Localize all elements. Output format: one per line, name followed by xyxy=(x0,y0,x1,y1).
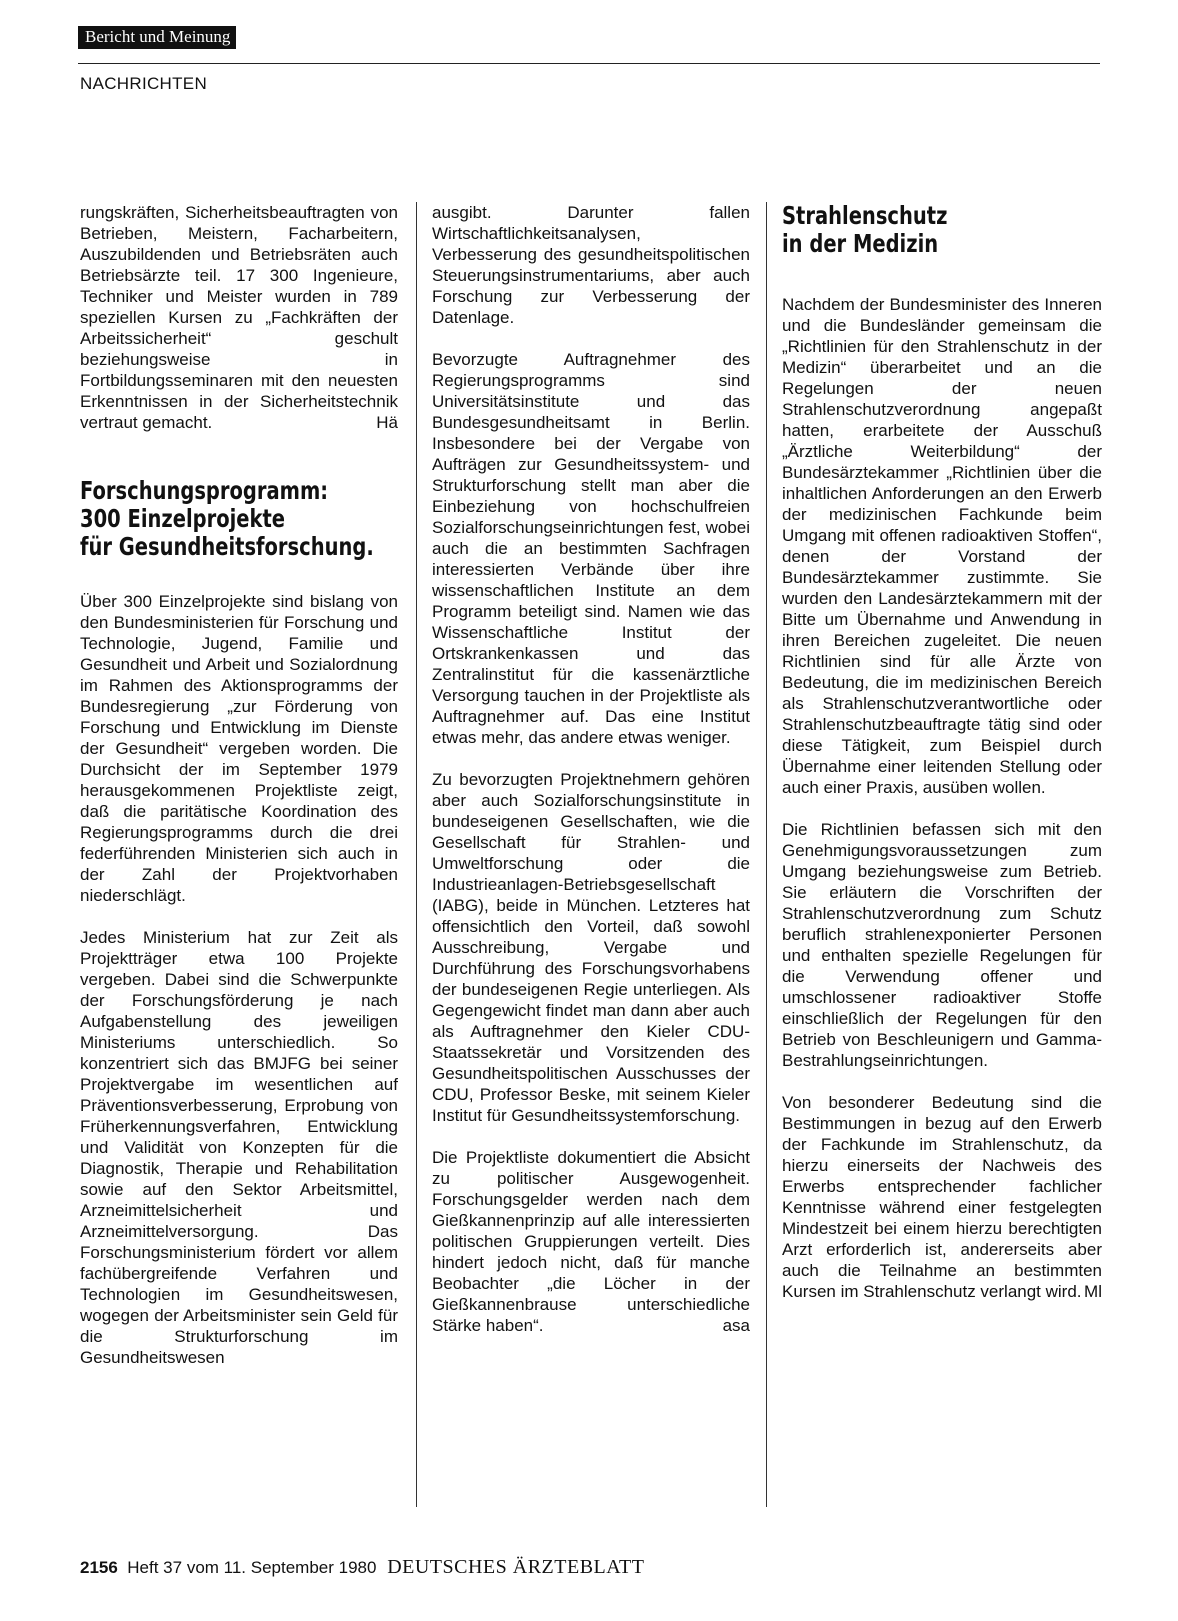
paragraph: Nachdem der Bundesminister des Inneren und die Bundesländer gemeinsam die „Richtlinien für den Strahlenschutz in der Medizin“ überarbeitet und an die Regelungen der neuen Strahlenschutzverordnung angepaßt hatten, erarbeitete der Ausschuß „Ärztliche Weiterbildung“ der Bundesärztekammer „Richtlinien über die inhaltlichen Anforderungen an den Erwerb der medizinischen Fachkunde beim Umgang mit offenen radioaktiven Stoffen“, denen der Vorstand der Bundesärztekammer zustimmte. Sie wurden den Landesärztekammern mit der Bitte um Übernahme und Anwendung in ihren Bereichen zugeleitet. Die neuen Richtlinien sind für alle Ärzte von Bedeutung, die im medizinischen Bereich als Strahlenschutzverantwortliche oder Strahlenschutzbeauftragte tätig sind oder diese Tätigkeit, zum Beispiel durch Übernahme einer leitenden Stellung oder auch einer Praxis, ausüben wollen. xyxy=(782,295,1102,797)
article-column-2 xyxy=(432,202,750,1357)
headline-strahlenschutz xyxy=(782,202,1102,258)
article-column-1 xyxy=(80,202,398,1389)
paragraph xyxy=(432,1147,750,1336)
headline-line: Strahlenschutz xyxy=(782,201,948,230)
section-label: NACHRICHTEN xyxy=(80,74,208,93)
paragraph: Über 300 Einzelprojekte sind bislang von den Bundesministerien für Forschung und Technologie, Jugend, Familie und Gesundheit und Arbeit und Sozialordnung im Rahmen des Aktionsprogramms der Bundesregierung „zur Förderung von Forschung und Entwicklung im Dienste der Gesundheit“ vergeben worden. Die Durchsicht der im September 1979 herausgekommenen Projektliste zeigt, daß die paritätische Koordination des Regierungsprogramms durch die drei federführenden Ministerien sich auch in der Zahl der Projektvorhaben niederschlägt. xyxy=(80,592,398,905)
paragraph-text: Von besonderer Bedeutung sind die Bestimmungen in bezug auf den Erwerb der Fachkunde im Strahlenschutz, da hierzu einerseits der Nachweis des Erwerbs entsprechender fachlicher Kenntnisse während einer festgelegten Mindestzeit bei einem hierzu berechtigten Arzt erforderlich ist, andererseits aber auch die Teilnahme an bestimmten Kursen im Strahlenschutz verlangt wird. xyxy=(782,1093,1102,1301)
column-divider xyxy=(766,202,767,1507)
section-tag: Bericht und Meinung xyxy=(78,26,236,49)
headline-line: Forschungsprogramm: xyxy=(80,476,329,505)
paragraph xyxy=(782,1092,1102,1302)
paragraph-text: rungskräften, Sicherheitsbeauftragten von Betrieben, Meistern, Facharbeitern, Auszubildenden und Betriebsräten auch Betriebsärzte teil. 17 300 Ingenieure, Techniker und Meister wurden in 789 speziellen Kursen zu „Fachkräften der Arbeitssicherheit“ geschult beziehungsweise in Fortbildungsseminaren mit den neuesten Erkenntnissen in der Sicherheitstechnik vertraut gemacht. xyxy=(80,203,398,432)
headline-forschungsprogramm xyxy=(80,477,398,561)
article-column-3 xyxy=(782,202,1102,1323)
paragraph-text: Die Projektliste dokumentiert die Absicht zu politischer Ausgewogenheit. Forschungsgelder werden nach dem Gießkannenprinzip auf alle interessierten politischen Gruppierungen verteilt. Dies hindert jedoch nicht, daß für manche Beobachter „die Löcher in der Gießkannenbrause unterschiedliche Stärke haben“. xyxy=(432,1148,750,1335)
issue-info: Heft 37 vom 11. September 1980 xyxy=(127,1558,377,1577)
page-footer xyxy=(80,1556,644,1579)
author-signature: Ml xyxy=(1084,1282,1102,1301)
header-rule xyxy=(78,63,1100,64)
headline-line: in der Medizin xyxy=(782,229,939,258)
column-divider xyxy=(416,202,417,1507)
author-signature: asa xyxy=(722,1316,750,1335)
paragraph: ausgibt. Darunter fallen Wirtschaftlichkeitsanalysen, Verbesserung des gesundheitspolitischen Steuerungsinstrumentariums, aber auch Forschung zur Verbesserung der Datenlage. xyxy=(432,203,750,327)
paragraph: Die Richtlinien befassen sich mit den Genehmigungsvoraussetzungen zum Umgang beziehungsweise zum Betrieb. Sie erläutern die Vorschriften der Strahlenschutzverordnung zum Schutz beruflich strahlenexponierter Personen und enthalten spezielle Regelungen für die Verwendung offener und umschlossener radioaktiver Stoffe einschließlich der Regelungen für den Betrieb von Beschleunigern und Gamma-Bestrahlungseinrichtungen. xyxy=(782,820,1102,1070)
paragraph: Zu bevorzugten Projektnehmern gehören aber auch Sozialforschungsinstitute in bundeseigenen Gesellschaften, wie die Gesellschaft für Strahlen- und Umweltforschung oder die Industrieanlagen-Betriebsgesellschaft (IABG), beide in München. Letzteres hat offensichtlich den Vorteil, daß sowohl Ausschreibung, Vergabe und Durchführung des Forschungsvorhabens der bundeseigenen Regie unterliegen. Als Gegengewicht findet man dann aber auch als Auftragnehmer den Kieler CDU-Staatssekretär und Vorsitzenden des Gesundheitspolitischen Ausschusses der CDU, Professor Beske, mit seinem Kieler Institut für Gesundheitssystemforschung. xyxy=(432,770,750,1125)
headline-line: 300 Einzelprojekte xyxy=(80,504,286,533)
headline-line: für Gesundheitsforschung. xyxy=(80,532,374,561)
paragraph xyxy=(80,202,398,433)
paragraph: Bevorzugte Auftragnehmer des Regierungsprogramms sind Universitätsinstitute und das Bundesgesundheitsamt in Berlin. Insbesondere bei der Vergabe von Aufträgen zur Gesundheitssystem- und Strukturforschung stellt man aber die Einbeziehung von hochschulfreien Sozialforschungseinrichtungen fest, wobei auch die an bestimmten Sachfragen interessierten Verbände über ihre wissenschaftlichen Institute an dem Programm beteiligt sind. Namen wie das Wissenschaftliche Institut der Ortskrankenkassen und das Zentralinstitut für die kassenärztliche Versorgung tauchen in der Projektliste als Auftragnehmer auf. Das eine Institut etwas mehr, das andere etwas weniger. xyxy=(432,350,750,747)
paragraph: Jedes Ministerium hat zur Zeit als Projektträger etwa 100 Projekte vergeben. Dabei sind die Schwerpunkte der Forschungsförderung je nach Aufgabenstellung des jeweiligen Ministeriums unterschiedlich. So konzentriert sich das BMJFG bei seiner Projektvergabe im wesentlichen auf Präventionsverbesserung, Erprobung von Früherkennungsverfahren, Entwicklung und Validität von Konzepten für die Diagnostik, Therapie und Rehabilitation sowie auf den Sektor Arbeitsmittel, Arzneimittelsicherheit und Arzneimittelversorgung. Das Forschungsministerium fördert vor allem fachübergreifende Verfahren und Technologien im Gesundheitswesen, wogegen der Arbeitsminister sein Geld für die Strukturforschung im Gesundheitswesen xyxy=(80,928,398,1367)
author-signature: Hä xyxy=(376,413,398,432)
journal-name: DEUTSCHES ÄRZTEBLATT xyxy=(387,1556,645,1578)
page-number: 2156 xyxy=(80,1558,118,1577)
